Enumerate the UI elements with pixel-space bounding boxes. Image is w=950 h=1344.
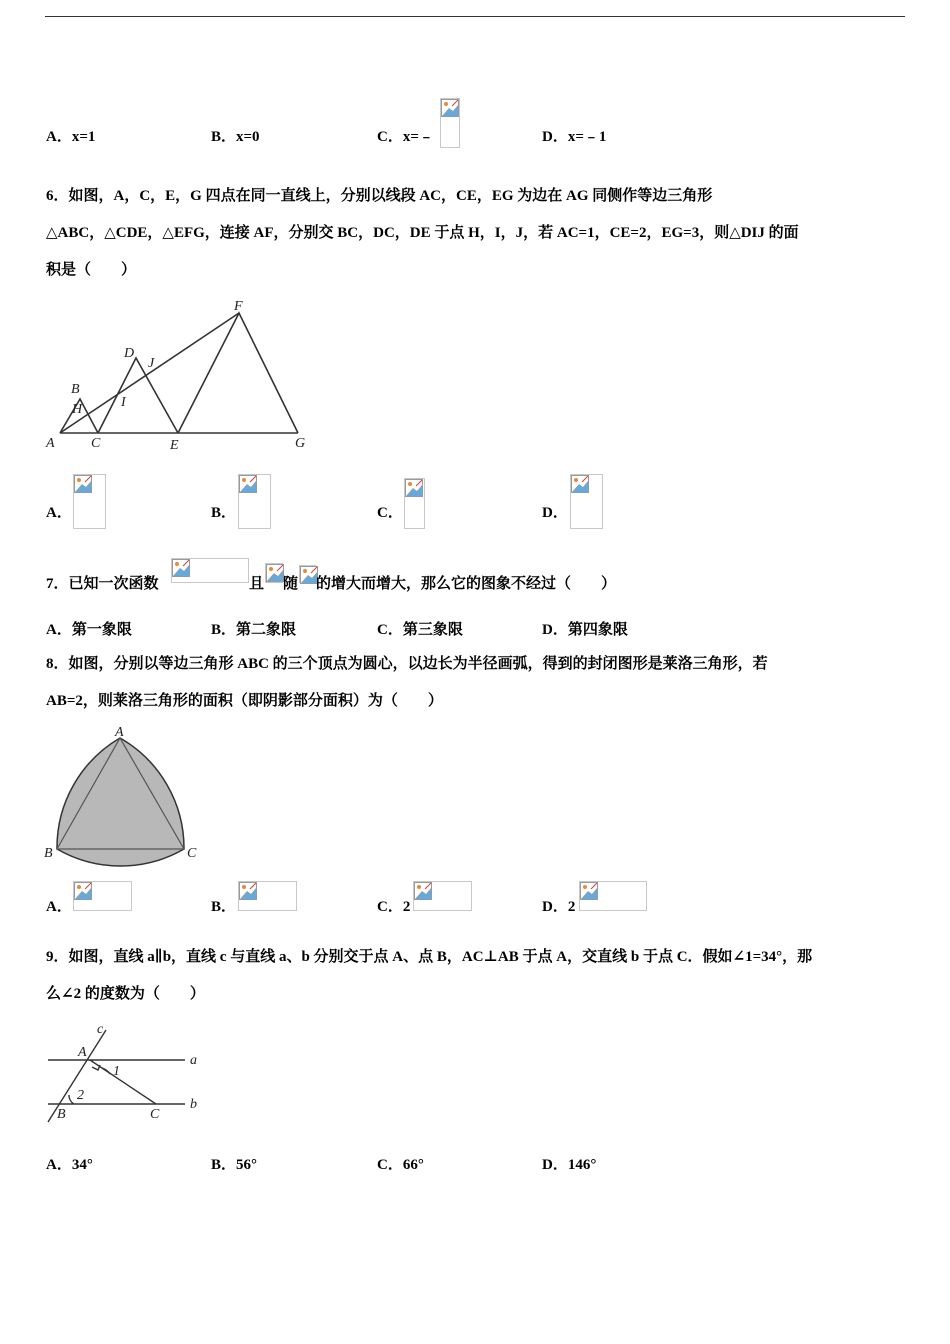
q9-option-c[interactable]: C．66°: [377, 1157, 424, 1173]
q8-option-b[interactable]: B．: [211, 899, 237, 915]
q9-label-c-line: c: [97, 1022, 104, 1037]
q6-stem-line2: △ABC，△CDE，△EFG，连接 AF，分别交 BC，DC，DE 于点 H，I，J，若 AC=1，CE=2，EG=3，则△DIJ 的面: [46, 225, 799, 241]
q6-label-d: D: [124, 346, 135, 361]
q6-stem-line3: 积是（ ）: [46, 262, 137, 278]
q9-option-a[interactable]: A．34°: [46, 1157, 93, 1173]
q8-reuleaux-triangle-figure: [40, 722, 210, 867]
q6-label-f: F: [234, 299, 243, 314]
q6-option-b-image: [238, 474, 271, 529]
broken-image-icon: [172, 559, 190, 577]
q9-label-c-point: C: [150, 1107, 160, 1122]
q7-option-c[interactable]: C．第三象限: [377, 622, 463, 638]
top-rule: [45, 16, 905, 17]
broken-image-icon: [414, 882, 432, 900]
q6-label-g: G: [295, 436, 306, 451]
q9-parallel-lines-figure: [40, 1022, 210, 1132]
q5-option-a[interactable]: A．x=1: [46, 129, 96, 145]
q8-option-d[interactable]: D．2: [542, 899, 576, 915]
q8-option-c-image: [413, 881, 472, 911]
q5-option-d[interactable]: D．x=﹣1: [542, 129, 607, 145]
q6-option-c[interactable]: C．: [377, 505, 403, 521]
q7-stem-prefix: 7．已知一次函数: [46, 576, 159, 592]
q9-label-angle-1: 1: [113, 1064, 120, 1079]
q9-option-d[interactable]: D．146°: [542, 1157, 597, 1173]
broken-image-icon: [266, 564, 284, 582]
q9-stem-line2: 么∠2 的度数为（ ）: [46, 986, 205, 1002]
q9-option-b[interactable]: B．56°: [211, 1157, 258, 1173]
q8-option-b-image: [238, 881, 297, 911]
q8-option-d-image: [579, 881, 647, 911]
q6-option-b[interactable]: B．: [211, 505, 237, 521]
q6-option-a-image: [73, 474, 106, 529]
broken-image-icon: [571, 475, 589, 493]
q5-option-b[interactable]: B．x=0: [211, 129, 260, 145]
q8-label-a: A: [115, 725, 124, 740]
q7-stem-suffix: 的增大而增大，那么它的图象不经过（ ）: [316, 576, 617, 592]
q7-stem-mid2: 随: [283, 576, 299, 592]
broken-image-icon: [239, 882, 257, 900]
q8-option-a[interactable]: A．: [46, 899, 72, 915]
q8-label-b: B: [44, 846, 53, 861]
q6-label-i: I: [121, 395, 126, 410]
q7-option-d[interactable]: D．第四象限: [542, 622, 628, 638]
q6-label-b: B: [71, 382, 80, 397]
q7-stem-mid1: 且: [249, 576, 265, 592]
q7-option-a[interactable]: A．第一象限: [46, 622, 132, 638]
q5-option-c-formula-image: [440, 98, 460, 148]
q8-stem-line2: AB=2，则莱洛三角形的面积（即阴影部分面积）为（ ）: [46, 693, 443, 709]
q6-option-d-image: [570, 474, 603, 529]
q8-option-c[interactable]: C．2: [377, 899, 411, 915]
broken-image-icon: [441, 99, 459, 117]
q6-label-h: H: [72, 402, 83, 417]
broken-image-icon: [580, 882, 598, 900]
q6-label-a: A: [46, 436, 55, 451]
q7-variable-x-image: [299, 565, 316, 583]
q6-label-c: C: [91, 436, 101, 451]
q5-option-c[interactable]: C．x=﹣: [377, 129, 434, 145]
broken-image-icon: [74, 475, 92, 493]
broken-image-icon: [405, 479, 423, 497]
q6-option-a[interactable]: A．: [46, 505, 72, 521]
q8-option-a-image: [73, 881, 132, 911]
q8-label-c: C: [187, 846, 197, 861]
q6-label-j: J: [148, 356, 155, 371]
q9-label-b-point: B: [57, 1107, 66, 1122]
q8-stem-line1: 8．如图，分别以等边三角形 ABC 的三个顶点为圆心，以边长为半径画弧，得到的封闭图形是莱洛三角形，若: [46, 656, 768, 672]
q9-label-angle-2: 2: [77, 1088, 84, 1103]
q6-label-e: E: [170, 438, 179, 453]
q6-triangles-figure: [44, 295, 314, 460]
q7-option-b[interactable]: B．第二象限: [211, 622, 297, 638]
q9-label-a-line: a: [190, 1053, 197, 1068]
q9-label-a-point: A: [78, 1045, 87, 1060]
q7-variable-y-image: [265, 563, 283, 583]
q6-option-d[interactable]: D．: [542, 505, 568, 521]
q9-stem-line1: 9．如图，直线 a∥b，直线 c 与直线 a、b 分别交于点 A、点 B，AC⊥AB 于点 A，交直线 b 于点 C．假如∠1=34°，那: [46, 949, 813, 965]
broken-image-icon: [239, 475, 257, 493]
broken-image-icon: [74, 882, 92, 900]
q6-stem-line1: 6．如图，A，C，E，G 四点在同一直线上，分别以线段 AC，CE，EG 为边在 AG 同侧作等边三角形: [46, 188, 713, 204]
q9-label-b-line: b: [190, 1097, 197, 1112]
q7-function-image: [171, 558, 249, 583]
q6-option-c-image: [404, 478, 425, 529]
